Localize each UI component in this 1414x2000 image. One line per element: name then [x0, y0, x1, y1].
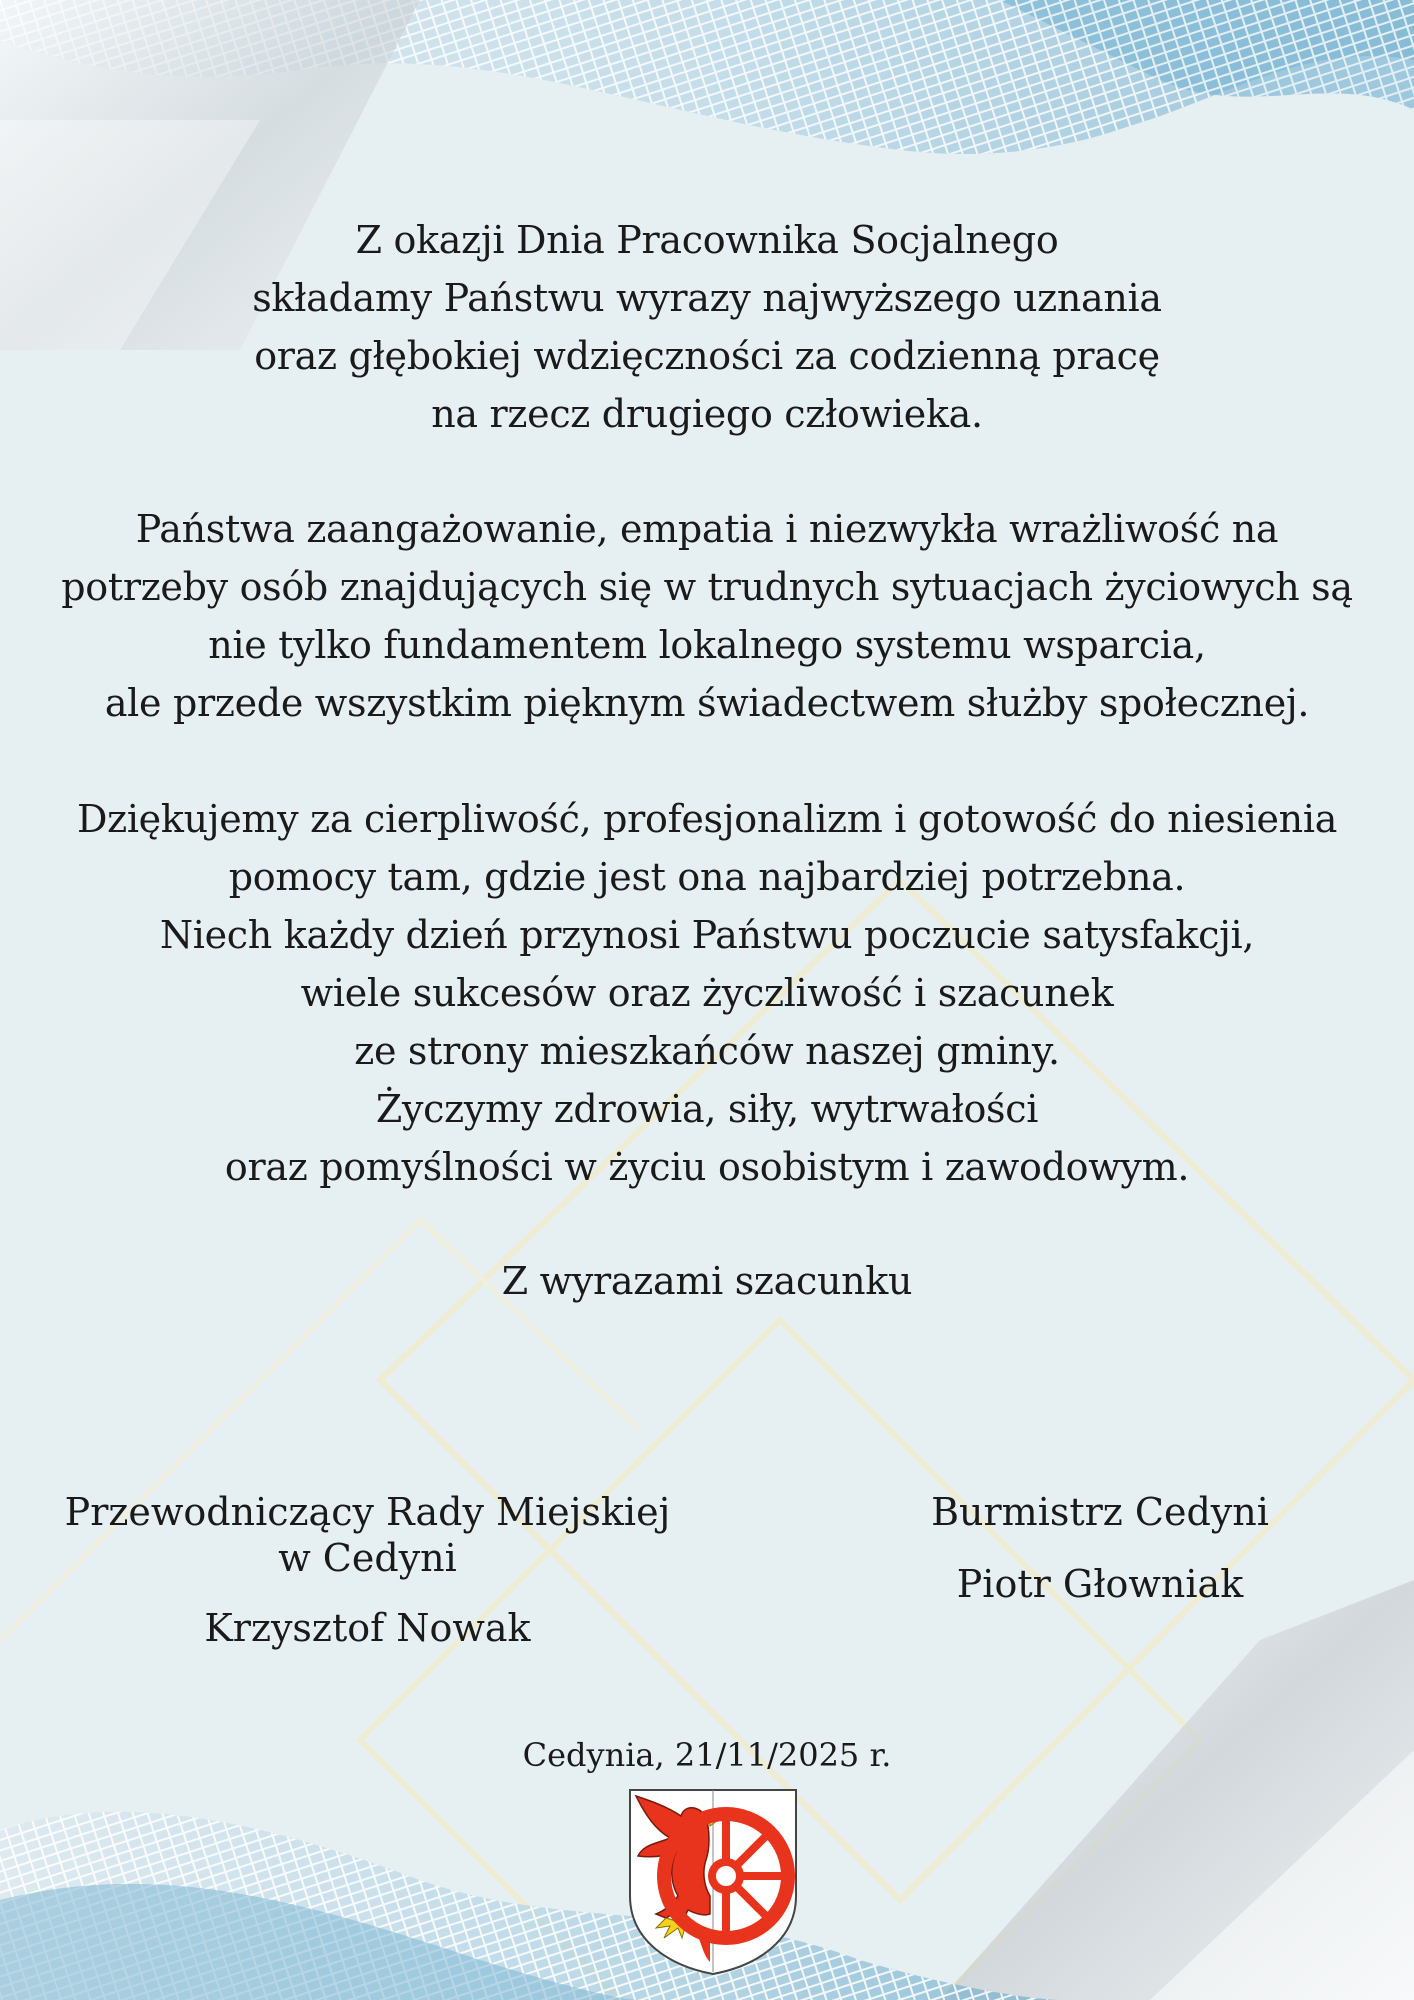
- signature-title: w Cedyni: [278, 1536, 457, 1580]
- text-line: Państwa zaangażowanie, empatia i niezwykła wrażliwość na: [135, 507, 1279, 551]
- signature-council-chairman: [60, 1489, 675, 1651]
- text-line: potrzeby osób znajdujących się w trudnych sytuacjach życiowych są: [61, 565, 1353, 609]
- coat-of-arms-icon: [626, 1786, 800, 1976]
- signature-title: Burmistrz Cedyni: [931, 1490, 1269, 1534]
- closing-text: Z wyrazami szacunku: [501, 1259, 913, 1303]
- signature-title: Przewodniczący Rady Miejskiej: [64, 1490, 671, 1534]
- text-line: Niech każdy dzień przynosi Państwu poczucie satysfakcji,: [159, 913, 1255, 957]
- date-place: Cedynia, 21/11/2025 r.: [522, 1736, 892, 1774]
- text-line: wiele sukcesów oraz życzliwość i szacunek: [300, 971, 1114, 1015]
- text-line: składamy Państwu wyrazy najwyższego uznania: [252, 276, 1162, 320]
- text-line: oraz pomyślności w życiu osobistym i zawodowym.: [224, 1145, 1190, 1189]
- closing-phrase: [0, 1252, 1414, 1310]
- text-line: Z okazji Dnia Pracownika Socjalnego: [355, 218, 1059, 262]
- greeting-paragraph: [0, 211, 1414, 443]
- text-line: Dziękujemy za cierpliwość, profesjonalizm i gotowość do niesienia: [76, 797, 1338, 841]
- appreciation-paragraph: [0, 500, 1414, 732]
- text-line: pomocy tam, gdzie jest ona najbardziej potrzebna.: [228, 855, 1186, 899]
- wishes-paragraph: [0, 790, 1414, 1196]
- text-line: Życzymy zdrowia, siły, wytrwałości: [375, 1087, 1039, 1131]
- text-line: oraz głębokiej wdzięczności za codzienną pracę: [254, 334, 1160, 378]
- text-line: na rzecz drugiego człowieka.: [431, 392, 983, 436]
- signature-name: Piotr Głowniak: [956, 1562, 1244, 1606]
- text-line: nie tylko fundamentem lokalnego systemu wsparcia,: [208, 623, 1206, 667]
- text-line: ze strony mieszkańców naszej gminy.: [354, 1029, 1060, 1073]
- text-line: ale przede wszystkim pięknym świadectwem służby społecznej.: [104, 681, 1310, 725]
- signature-mayor: [900, 1489, 1300, 1607]
- signature-name: Krzysztof Nowak: [204, 1606, 531, 1650]
